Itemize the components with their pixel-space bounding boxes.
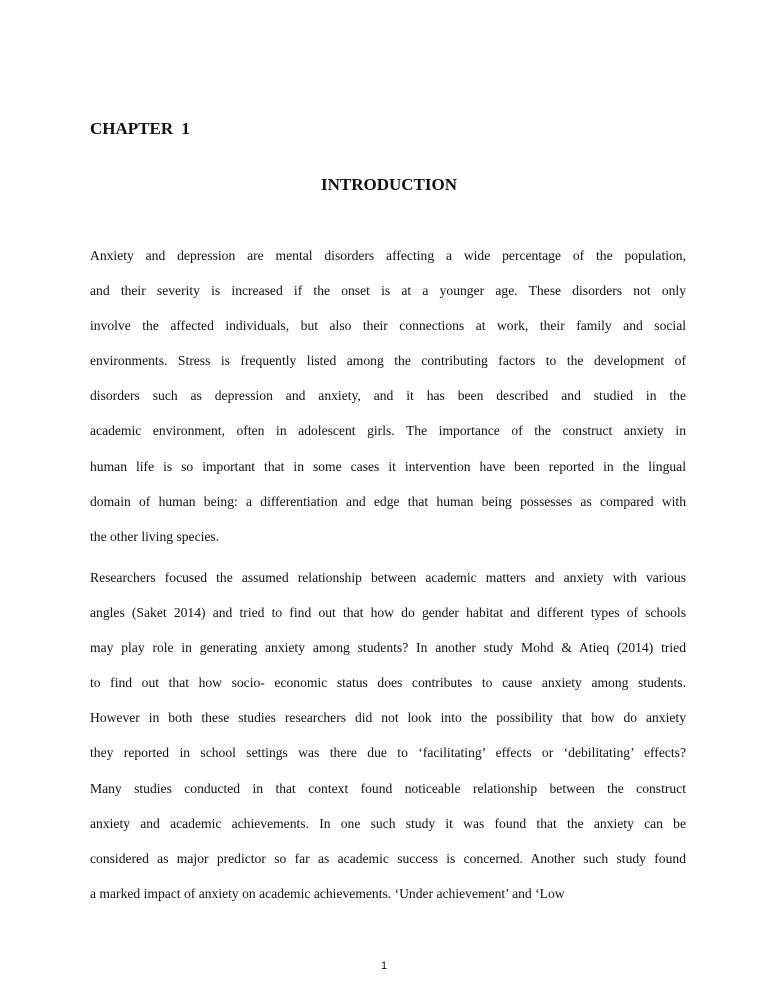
text-line-content: and their severity is increased if the onset is at a younger age. These disorders not only: [90, 283, 686, 299]
text-line: [90, 457, 686, 492]
text-line: [90, 568, 686, 603]
text-line-content: disorders such as depression and anxiety, and it has been described and studied in the: [90, 388, 686, 404]
text-line: [90, 316, 686, 351]
section-heading: INTRODUCTION: [320, 175, 458, 194]
text-line-content: involve the affected individuals, but also their connections at work, their family and social: [90, 318, 686, 334]
text-line: [90, 638, 686, 673]
text-line-content: the other living species.: [90, 528, 220, 544]
text-line-content: However in both these studies researchers did not look into the possibility that how do anxiety: [90, 710, 686, 726]
text-line-content: domain of human being: a differentiation and edge that human being possesses as compared with: [90, 493, 686, 509]
text-line-content: environments. Stress is frequently listed among the contributing factors to the development of: [90, 353, 686, 369]
text-line-content: anxiety and academic achievements. In one such study it was found that the anxiety can be: [90, 815, 686, 831]
text-line-content: to find out that how socio- economic status does contributes to cause anxiety among students.: [90, 675, 686, 691]
text-line: [90, 281, 686, 316]
text-line: [90, 849, 686, 884]
text-line: [90, 351, 686, 386]
text-line-content: academic environment, often in adolescent girls. The importance of the construct anxiety in: [90, 423, 686, 439]
paragraph-1: [90, 246, 686, 562]
text-line: [90, 814, 686, 849]
text-line: [90, 708, 686, 743]
text-line-content: a marked impact of anxiety on academic achievements. ‘Under achievement’ and ‘Low: [90, 885, 565, 901]
text-line: [90, 246, 686, 281]
text-line: [90, 884, 686, 919]
chapter-title: CHAPTER 1: [90, 119, 190, 138]
text-line: [90, 527, 686, 562]
text-line-content: Anxiety and depression are mental disorders affecting a wide percentage of the population,: [90, 248, 686, 263]
text-line: [90, 386, 686, 421]
text-line: [90, 603, 686, 638]
text-line: [90, 673, 686, 708]
text-line-content: may play role in generating anxiety among students? In another study Mohd & Atieq (2014) tried: [90, 640, 686, 656]
paragraph-2: [90, 568, 686, 919]
text-line-content: angles (Saket 2014) and tried to find out that how do gender habitat and different types of schools: [90, 605, 686, 621]
text-line-content: they reported in school settings was there due to ‘facilitating’ effects or ‘debilitating’ effects?: [90, 745, 686, 761]
text-line: [90, 743, 686, 778]
text-line-content: Researchers focused the assumed relationship between academic matters and anxiety with various: [90, 570, 686, 585]
text-line: [90, 492, 686, 527]
text-line-content: considered as major predictor so far as academic success is concerned. Another such study found: [90, 850, 686, 866]
text-line: [90, 421, 686, 456]
page-number: 1: [380, 960, 388, 972]
text-line: [90, 779, 686, 814]
text-line-content: Many studies conducted in that context found noticeable relationship between the construct: [90, 780, 686, 796]
text-line-content: human life is so important that in some cases it intervention have been reported in the lingual: [90, 458, 686, 474]
